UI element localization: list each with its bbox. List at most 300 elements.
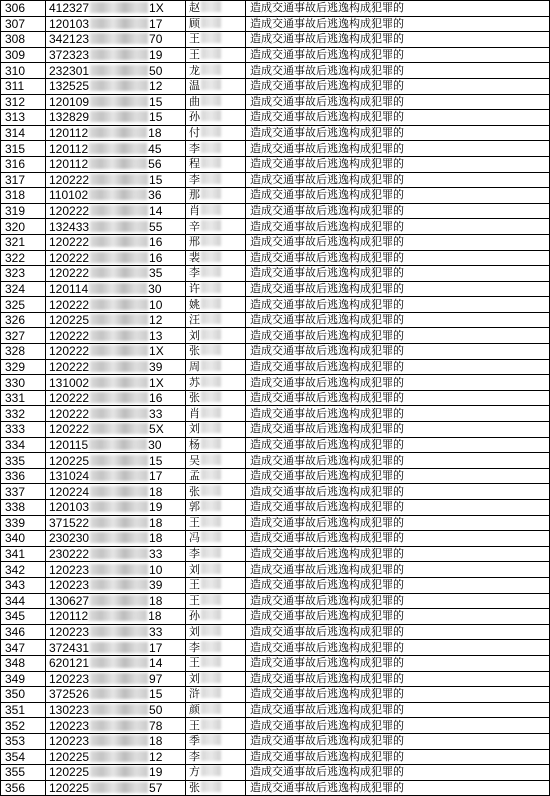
redaction-blur <box>90 345 148 356</box>
row-number: 333 <box>1 422 46 438</box>
row-number: 351 <box>1 702 46 718</box>
surname: 浒 <box>189 687 200 701</box>
reason-cell: 造成交通事故后逃逸构成犯罪的 <box>246 671 550 687</box>
table-row <box>1 250 550 266</box>
redaction-blur <box>90 221 148 232</box>
redaction-blur <box>201 765 221 776</box>
reason-cell: 造成交通事故后逃逸构成犯罪的 <box>246 375 550 391</box>
row-number: 353 <box>1 733 46 749</box>
redaction-blur <box>90 205 148 216</box>
reason-cell: 造成交通事故后逃逸构成犯罪的 <box>246 110 550 126</box>
name-cell <box>186 312 246 328</box>
surname: 许 <box>189 281 200 295</box>
name-cell <box>186 188 246 204</box>
redaction-blur <box>90 595 148 606</box>
name-cell <box>186 593 246 609</box>
id-prefix: 131024 <box>49 469 90 484</box>
id-number-cell <box>46 234 186 250</box>
surname: 孟 <box>189 469 200 483</box>
surname: 辛 <box>189 219 200 233</box>
table-row <box>1 702 550 718</box>
surname: 赵 <box>189 1 200 15</box>
id-suffix: 39 <box>149 359 163 374</box>
id-suffix: 36 <box>148 188 162 203</box>
table-row <box>1 266 550 282</box>
redaction-blur <box>90 408 148 419</box>
table-row <box>1 78 550 94</box>
table-row <box>1 375 550 391</box>
id-number-cell <box>46 266 186 282</box>
row-number: 315 <box>1 141 46 157</box>
redaction-blur <box>90 657 148 668</box>
id-suffix: 70 <box>149 32 163 47</box>
id-prefix: 120109 <box>49 94 90 109</box>
row-number: 347 <box>1 640 46 656</box>
row-number: 310 <box>1 63 46 79</box>
id-number-cell <box>46 328 186 344</box>
redaction-blur <box>89 439 147 450</box>
table-row <box>1 515 550 531</box>
id-number-cell <box>46 468 186 484</box>
row-number: 318 <box>1 188 46 204</box>
redaction-blur <box>90 33 148 44</box>
row-number: 331 <box>1 390 46 406</box>
id-number-cell <box>46 32 186 48</box>
redaction-blur <box>89 283 147 294</box>
redaction-blur <box>201 609 221 620</box>
row-number: 330 <box>1 375 46 391</box>
name-cell <box>186 344 246 360</box>
id-number-cell <box>46 94 186 110</box>
id-number-cell <box>46 484 186 500</box>
id-prefix: 120115 <box>49 437 89 452</box>
redaction-blur <box>90 720 148 731</box>
id-suffix: 10 <box>149 297 163 312</box>
id-suffix: 56 <box>148 157 162 172</box>
reason-cell: 造成交通事故后逃逸构成犯罪的 <box>246 718 550 734</box>
row-number: 338 <box>1 500 46 516</box>
row-number: 307 <box>1 16 46 32</box>
id-suffix: 12 <box>149 749 163 764</box>
surname: 肖 <box>189 204 200 218</box>
name-cell <box>186 624 246 640</box>
redaction-blur <box>201 750 221 761</box>
reason-cell: 造成交通事故后逃逸构成犯罪的 <box>246 1 550 17</box>
surname: 刘 <box>189 422 200 436</box>
reason-cell: 造成交通事故后逃逸构成犯罪的 <box>246 390 550 406</box>
table-row <box>1 234 550 250</box>
redaction-blur <box>201 1 221 12</box>
id-suffix: 10 <box>149 562 163 577</box>
id-number-cell <box>46 156 186 172</box>
id-prefix: 132433 <box>49 219 90 234</box>
table-row <box>1 749 550 765</box>
table-row <box>1 125 550 141</box>
surname: 李 <box>189 640 200 654</box>
surname: 刘 <box>189 562 200 576</box>
row-number: 356 <box>1 780 46 796</box>
row-number: 346 <box>1 624 46 640</box>
id-prefix: 120103 <box>49 500 90 515</box>
id-suffix: 1X <box>149 375 164 390</box>
surname: 王 <box>189 32 200 46</box>
surname: 王 <box>189 48 200 62</box>
id-number-cell <box>46 749 186 765</box>
id-number-cell <box>46 141 186 157</box>
redaction-blur <box>90 564 148 575</box>
name-cell <box>186 406 246 422</box>
table-row <box>1 593 550 609</box>
surname: 张 <box>189 391 200 405</box>
surname: 姚 <box>189 297 200 311</box>
redaction-blur <box>201 64 221 75</box>
table-row <box>1 110 550 126</box>
surname: 郭 <box>189 500 200 514</box>
id-prefix: 372323 <box>49 48 90 63</box>
records-table-body <box>1 1 550 796</box>
table-row <box>1 577 550 593</box>
redaction-blur <box>201 329 221 340</box>
id-number-cell <box>46 47 186 63</box>
reason-cell: 造成交通事故后逃逸构成犯罪的 <box>246 624 550 640</box>
id-prefix: 130627 <box>49 593 90 608</box>
surname: 苏 <box>189 375 200 389</box>
redaction-blur <box>89 610 147 621</box>
reason-cell: 造成交通事故后逃逸构成犯罪的 <box>246 531 550 547</box>
redaction-blur <box>90 392 148 403</box>
redaction-blur <box>201 500 221 511</box>
surname: 汪 <box>189 313 200 327</box>
reason-cell: 造成交通事故后逃逸构成犯罪的 <box>246 468 550 484</box>
id-suffix: 35 <box>149 266 163 281</box>
redaction-blur <box>90 735 148 746</box>
reason-cell: 造成交通事故后逃逸构成犯罪的 <box>246 765 550 781</box>
id-prefix: 120112 <box>49 609 89 624</box>
redaction-blur <box>90 236 148 247</box>
redaction-blur <box>201 79 221 90</box>
row-number: 322 <box>1 250 46 266</box>
redaction-blur <box>201 687 221 698</box>
id-prefix: 230222 <box>49 547 90 562</box>
id-suffix: 33 <box>149 406 163 421</box>
name-cell <box>186 531 246 547</box>
redaction-blur <box>90 626 148 637</box>
id-prefix: 120223 <box>49 578 90 593</box>
reason-cell: 造成交通事故后逃逸构成犯罪的 <box>246 188 550 204</box>
reason-cell: 造成交通事故后逃逸构成犯罪的 <box>246 234 550 250</box>
redaction-blur <box>90 548 148 559</box>
reason-cell: 造成交通事故后逃逸构成犯罪的 <box>246 593 550 609</box>
row-number: 337 <box>1 484 46 500</box>
row-number: 325 <box>1 297 46 313</box>
table-row <box>1 1 550 17</box>
redaction-blur <box>201 360 221 371</box>
row-number: 335 <box>1 453 46 469</box>
table-row <box>1 562 550 578</box>
redaction-blur <box>90 330 148 341</box>
table-row <box>1 624 550 640</box>
name-cell <box>186 141 246 157</box>
row-number: 311 <box>1 78 46 94</box>
surname: 程 <box>189 157 200 171</box>
id-number-cell <box>46 219 186 235</box>
surname: 冯 <box>189 531 200 545</box>
row-number: 334 <box>1 437 46 453</box>
id-suffix: 15 <box>149 110 163 125</box>
id-suffix: 18 <box>149 593 163 608</box>
surname: 刘 <box>189 625 200 639</box>
redaction-blur <box>201 641 221 652</box>
row-number: 354 <box>1 749 46 765</box>
redaction-blur <box>90 18 148 29</box>
id-suffix: 57 <box>149 780 163 795</box>
surname: 孙 <box>189 110 200 124</box>
redaction-blur <box>90 517 148 528</box>
name-cell <box>186 234 246 250</box>
name-cell <box>186 671 246 687</box>
redaction-blur <box>89 158 147 169</box>
name-cell <box>186 1 246 17</box>
id-prefix: 110102 <box>49 188 89 203</box>
redaction-blur <box>90 782 148 793</box>
id-suffix: 18 <box>148 609 162 624</box>
id-prefix: 120223 <box>49 734 90 749</box>
redaction-blur <box>90 80 148 91</box>
surname: 李 <box>189 749 200 763</box>
id-suffix: 45 <box>148 141 162 156</box>
row-number: 336 <box>1 468 46 484</box>
reason-cell: 造成交通事故后逃逸构成犯罪的 <box>246 78 550 94</box>
table-row <box>1 640 550 656</box>
table-row <box>1 47 550 63</box>
reason-cell: 造成交通事故后逃逸构成犯罪的 <box>246 297 550 313</box>
redaction-blur <box>90 299 148 310</box>
redaction-blur <box>90 2 148 13</box>
id-suffix: 30 <box>148 437 162 452</box>
id-number-cell <box>46 78 186 94</box>
id-prefix: 120222 <box>49 172 90 187</box>
redaction-blur <box>90 174 148 185</box>
reason-cell: 造成交通事故后逃逸构成犯罪的 <box>246 359 550 375</box>
redaction-blur <box>90 642 148 653</box>
reason-cell: 造成交通事故后逃逸构成犯罪的 <box>246 702 550 718</box>
redaction-blur <box>201 344 221 355</box>
name-cell <box>186 718 246 734</box>
name-cell <box>186 297 246 313</box>
reason-cell: 造成交通事故后逃逸构成犯罪的 <box>246 655 550 671</box>
id-suffix: 30 <box>148 281 162 296</box>
reason-cell: 造成交通事故后逃逸构成犯罪的 <box>246 328 550 344</box>
id-suffix: 18 <box>149 484 163 499</box>
id-prefix: 120223 <box>49 671 90 686</box>
id-number-cell <box>46 16 186 32</box>
id-suffix: 15 <box>149 453 163 468</box>
id-number-cell <box>46 500 186 516</box>
redaction-blur <box>201 17 221 28</box>
reason-cell: 造成交通事故后逃逸构成犯罪的 <box>246 562 550 578</box>
id-prefix: 120225 <box>49 453 90 468</box>
redaction-blur <box>201 407 221 418</box>
table-row <box>1 609 550 625</box>
id-suffix: 5X <box>149 422 164 437</box>
redaction-blur <box>201 516 221 527</box>
name-cell <box>186 640 246 656</box>
id-prefix: 132525 <box>49 79 90 94</box>
surname: 吴 <box>189 453 200 467</box>
surname: 李 <box>189 266 200 280</box>
id-number-cell <box>46 577 186 593</box>
reason-cell: 造成交通事故后逃逸构成犯罪的 <box>246 749 550 765</box>
row-number: 345 <box>1 609 46 625</box>
surname: 王 <box>189 578 200 592</box>
surname: 王 <box>189 515 200 529</box>
id-suffix: 17 <box>149 469 163 484</box>
id-prefix: 120103 <box>49 16 90 31</box>
reason-cell: 造成交通事故后逃逸构成犯罪的 <box>246 406 550 422</box>
id-suffix: 19 <box>149 48 163 63</box>
name-cell <box>186 16 246 32</box>
row-number: 352 <box>1 718 46 734</box>
name-cell <box>186 328 246 344</box>
id-number-cell <box>46 780 186 796</box>
row-number: 324 <box>1 281 46 297</box>
redaction-blur <box>201 142 221 153</box>
id-suffix: 19 <box>149 500 163 515</box>
redaction-blur <box>201 110 221 121</box>
surname: 季 <box>189 734 200 748</box>
redaction-blur <box>201 126 221 137</box>
name-cell <box>186 546 246 562</box>
table-row <box>1 344 550 360</box>
redaction-blur <box>90 252 148 263</box>
name-cell <box>186 577 246 593</box>
redaction-blur <box>201 719 221 730</box>
id-number-cell <box>46 640 186 656</box>
row-number: 355 <box>1 765 46 781</box>
surname: 顾 <box>189 16 200 30</box>
redaction-blur <box>90 267 148 278</box>
id-prefix: 131002 <box>49 375 90 390</box>
id-suffix: 33 <box>149 547 163 562</box>
id-number-cell <box>46 515 186 531</box>
id-prefix: 120222 <box>49 297 90 312</box>
id-number-cell <box>46 250 186 266</box>
redaction-blur <box>201 672 221 683</box>
table-row <box>1 203 550 219</box>
surname: 邢 <box>189 235 200 249</box>
id-number-cell <box>46 609 186 625</box>
id-suffix: 14 <box>149 656 163 671</box>
redaction-blur <box>90 579 148 590</box>
surname: 张 <box>189 484 200 498</box>
redaction-blur <box>201 157 221 168</box>
redaction-blur <box>201 95 221 106</box>
id-prefix: 372431 <box>49 640 90 655</box>
surname: 裴 <box>189 250 200 264</box>
surname: 孙 <box>189 609 200 623</box>
id-suffix: 18 <box>149 734 163 749</box>
surname: 周 <box>189 359 200 373</box>
id-number-cell <box>46 312 186 328</box>
row-number: 340 <box>1 531 46 547</box>
reason-cell: 造成交通事故后逃逸构成犯罪的 <box>246 156 550 172</box>
table-row <box>1 655 550 671</box>
table-row <box>1 500 550 516</box>
name-cell <box>186 702 246 718</box>
redaction-blur <box>201 438 221 449</box>
id-number-cell <box>46 359 186 375</box>
id-number-cell <box>46 765 186 781</box>
redaction-blur <box>90 111 148 122</box>
table-row <box>1 437 550 453</box>
id-number-cell <box>46 172 186 188</box>
id-number-cell <box>46 562 186 578</box>
redaction-blur <box>90 688 148 699</box>
surname: 颜 <box>189 703 200 717</box>
id-suffix: 17 <box>149 16 163 31</box>
redaction-blur <box>201 625 221 636</box>
surname: 杨 <box>189 437 200 451</box>
name-cell <box>186 422 246 438</box>
table-row <box>1 16 550 32</box>
table-row <box>1 63 550 79</box>
table-row <box>1 780 550 796</box>
row-number: 343 <box>1 577 46 593</box>
name-cell <box>186 156 246 172</box>
name-cell <box>186 63 246 79</box>
row-number: 320 <box>1 219 46 235</box>
reason-cell: 造成交通事故后逃逸构成犯罪的 <box>246 733 550 749</box>
name-cell <box>186 359 246 375</box>
surname: 曲 <box>189 94 200 108</box>
row-number: 344 <box>1 593 46 609</box>
reason-cell: 造成交通事故后逃逸构成犯罪的 <box>246 577 550 593</box>
surname: 肖 <box>189 406 200 420</box>
id-prefix: 120222 <box>49 391 90 406</box>
reason-cell: 造成交通事故后逃逸构成犯罪的 <box>246 780 550 796</box>
redaction-blur <box>201 376 221 387</box>
surname: 李 <box>189 547 200 561</box>
id-prefix: 120114 <box>49 281 89 296</box>
id-suffix: 12 <box>149 79 163 94</box>
id-suffix: 18 <box>149 531 163 546</box>
name-cell <box>186 94 246 110</box>
reason-cell: 造成交通事故后逃逸构成犯罪的 <box>246 515 550 531</box>
reason-cell: 造成交通事故后逃逸构成犯罪的 <box>246 141 550 157</box>
id-number-cell <box>46 422 186 438</box>
redaction-blur <box>201 656 221 667</box>
redaction-blur <box>201 282 221 293</box>
reason-cell: 造成交通事故后逃逸构成犯罪的 <box>246 47 550 63</box>
id-number-cell <box>46 624 186 640</box>
reason-cell: 造成交通事故后逃逸构成犯罪的 <box>246 546 550 562</box>
id-suffix: 16 <box>149 391 163 406</box>
table-row <box>1 671 550 687</box>
reason-cell: 造成交通事故后逃逸构成犯罪的 <box>246 312 550 328</box>
reason-cell: 造成交通事故后逃逸构成犯罪的 <box>246 484 550 500</box>
redaction-blur <box>90 361 148 372</box>
id-suffix: 15 <box>149 687 163 702</box>
id-suffix: 18 <box>148 126 162 141</box>
redaction-blur <box>90 532 148 543</box>
reason-cell: 造成交通事故后逃逸构成犯罪的 <box>246 219 550 235</box>
surname: 李 <box>189 172 200 186</box>
id-prefix: 120222 <box>49 266 90 281</box>
name-cell <box>186 453 246 469</box>
name-cell <box>186 281 246 297</box>
name-cell <box>186 375 246 391</box>
redaction-blur <box>201 251 221 262</box>
